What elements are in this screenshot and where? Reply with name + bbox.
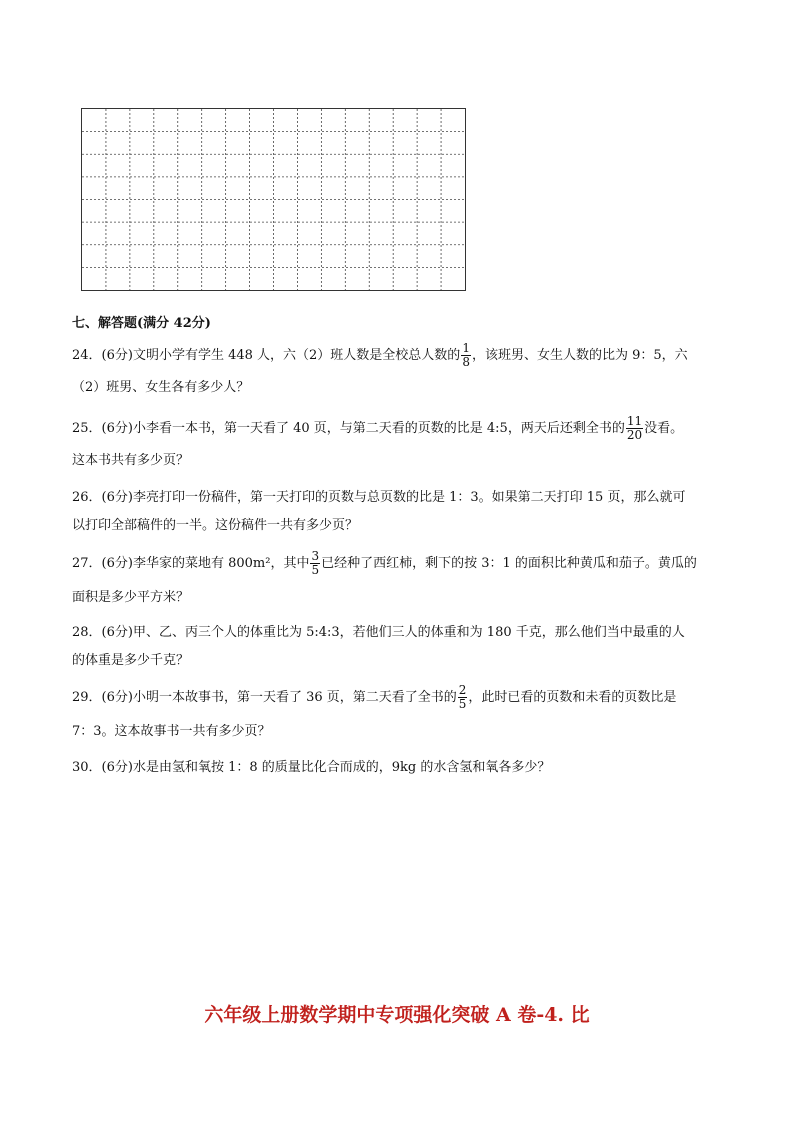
q29-frac-den: 5 <box>458 697 467 711</box>
question-26 <box>72 489 732 535</box>
q30-text: 30．(6分)水是由氢和氧按 1：8 的质量比化合而成的，9kg 的水含氢和氧各多少？ <box>72 760 551 775</box>
question-24 <box>72 342 732 397</box>
question-25 <box>72 415 732 470</box>
q24-frac-num: 1 <box>462 341 470 355</box>
q24-continuation: （2）班男、女生各有多少人？ <box>72 380 250 395</box>
question-29 <box>72 684 732 741</box>
q28-text: 28．(6分)甲、乙、丙三个人的体重比为 5:4:3，若他们三人的体重和为 180 千克，那么他们当中最重的人 <box>72 625 685 640</box>
q24-text-after: ，该班男、女生人数的比为 9：5，六 <box>471 348 688 363</box>
q28-continuation: 的体重是多少千克？ <box>72 653 190 668</box>
q27-frac-num: 3 <box>311 549 320 563</box>
q29-frac-num: 2 <box>458 683 467 697</box>
q25-frac-num: 11 <box>626 414 643 428</box>
q24-frac-den: 8 <box>462 355 470 369</box>
q29-text: 29．(6分)小明一本故事书，第一天看了 36 页，第二天看了全书的 <box>72 690 457 705</box>
q25-fraction <box>626 415 643 442</box>
q29-fraction <box>458 684 468 711</box>
q27-text: 27．(6分)李华家的菜地有 800m²，其中 <box>72 556 310 571</box>
question-27 <box>72 550 732 607</box>
q27-text-after: 已经种了西红柿，剩下的按 3：1 的面积比种黄瓜和茄子。黄瓜的 <box>321 556 697 571</box>
q25-continuation: 这本书共有多少页？ <box>72 453 190 468</box>
q25-text-after: 没看。 <box>644 421 684 436</box>
section-title: 七、解答题(满分 42分) <box>72 316 211 331</box>
grid-lines <box>82 109 467 292</box>
q27-frac-den: 5 <box>311 563 320 577</box>
question-28 <box>72 624 732 670</box>
q27-fraction <box>310 550 320 577</box>
q25-frac-den: 20 <box>626 428 643 442</box>
answer-grid <box>81 108 466 291</box>
question-30 <box>72 759 732 777</box>
q24-fraction <box>461 342 471 369</box>
q29-text-after: ，此时已看的页数和未看的页数比是 <box>468 690 677 705</box>
q29-continuation: 7：3。这本故事书一共有多少页？ <box>72 724 271 739</box>
q26-text: 26．(6分)李亮打印一份稿件，第一天打印的页数与总页数的比是 1：3。如果第二天打印 15 页，那么就可 <box>72 490 686 505</box>
q26-continuation: 以打印全部稿件的一半。这份稿件一共有多少页？ <box>72 518 359 533</box>
q25-text: 25．(6分)小李看一本书，第一天看了 40 页，与第二天看的页数的比是 4:5，两天后还剩全书的 <box>72 421 625 436</box>
footer-title: 六年级上册数学期中专项强化突破 A 卷-4. 比 <box>204 1004 590 1026</box>
q24-text: 24．(6分)文明小学有学生 448 人，六（2）班人数是全校总人数的 <box>72 348 461 363</box>
q27-continuation: 面积是多少平方米？ <box>72 590 190 605</box>
